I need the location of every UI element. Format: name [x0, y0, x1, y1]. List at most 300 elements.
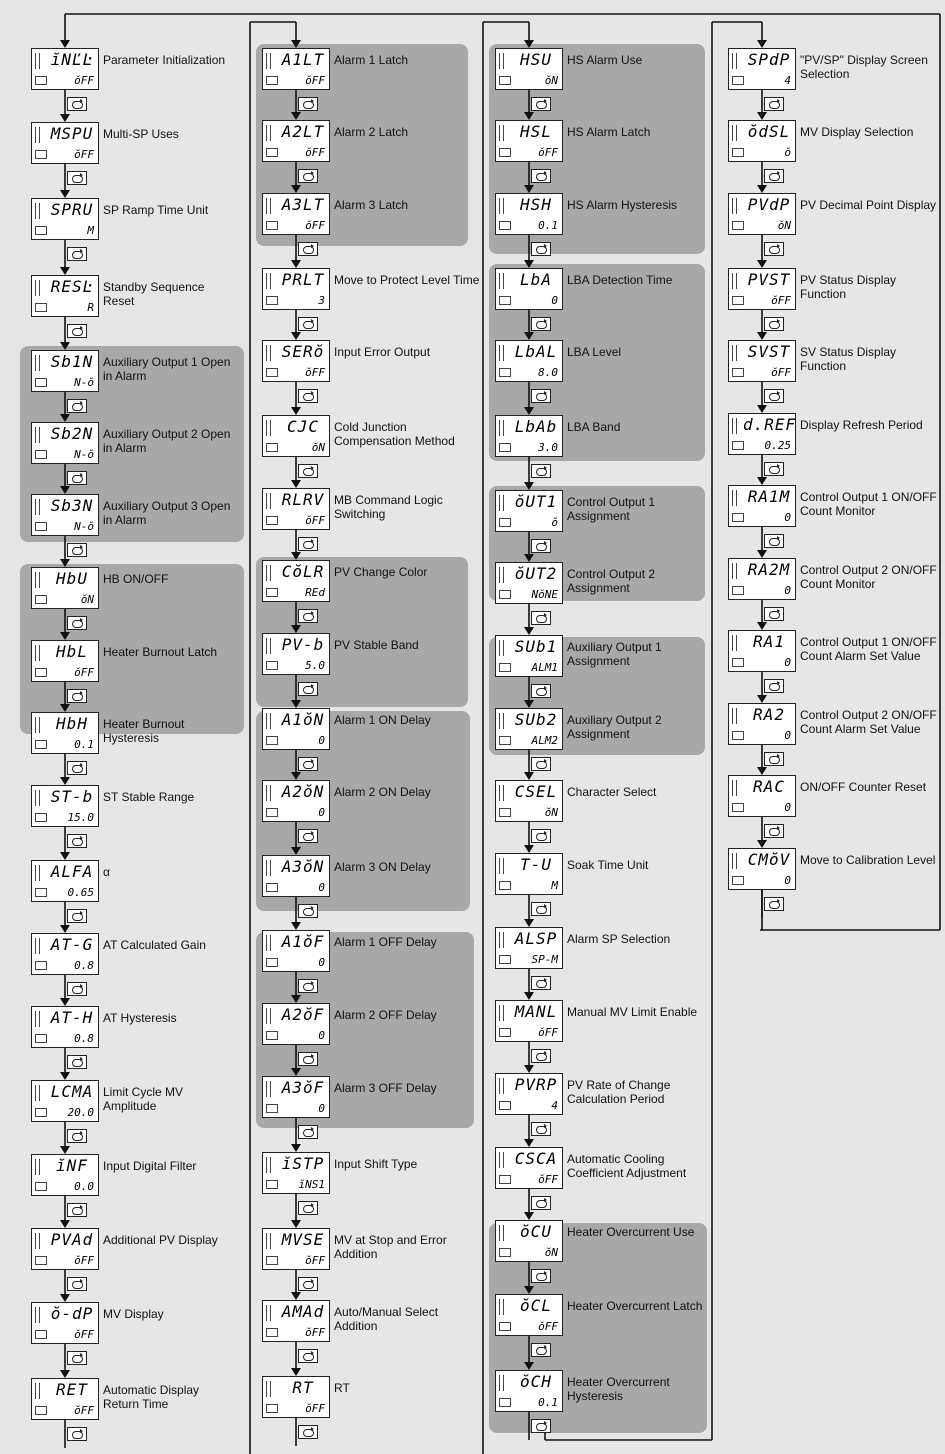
parameter-code: RLRV	[281, 490, 325, 509]
parameter-label: Alarm 3 ON Delay	[334, 860, 431, 874]
display-mode-icon	[732, 658, 744, 667]
mode-key-icon[interactable]	[531, 1122, 551, 1136]
status-indicators-icon	[732, 780, 737, 796]
parameter-value: 0	[318, 1102, 325, 1115]
parameter-code: LCMA	[50, 1082, 94, 1101]
parameter-label: MV Display	[103, 1307, 164, 1321]
lcd-display	[728, 193, 796, 235]
parameter-label: Move to Calibration Level	[800, 853, 936, 867]
arrow-head	[60, 1146, 70, 1154]
parameter-code: RESĿ	[50, 277, 94, 296]
status-indicators-icon	[35, 790, 40, 806]
mode-key-icon[interactable]	[764, 679, 784, 693]
arrow-head	[291, 922, 301, 930]
mode-key-icon[interactable]	[764, 97, 784, 111]
arrow-head	[757, 260, 767, 268]
parameter-code: HSL	[520, 122, 552, 141]
parameter-code: HbH	[56, 714, 88, 733]
display-mode-icon	[35, 961, 47, 970]
arrow-head	[60, 1370, 70, 1378]
parameter-value: 0	[784, 801, 791, 814]
mode-key-icon[interactable]	[298, 1201, 318, 1215]
parameter-value: ŏFF	[538, 1173, 558, 1186]
display-mode-icon	[732, 296, 744, 305]
parameter-code: ŏCH	[520, 1372, 552, 1391]
status-indicators-icon	[499, 932, 504, 948]
display-mode-icon	[266, 661, 278, 670]
parameter-value: 4	[784, 74, 791, 87]
arrow-head	[60, 486, 70, 494]
mode-key-icon[interactable]	[298, 1125, 318, 1139]
parameter-value: ĭNS1	[298, 1178, 325, 1191]
status-indicators-icon	[732, 345, 737, 361]
display-mode-icon	[266, 958, 278, 967]
arrow-head	[524, 700, 534, 708]
display-mode-icon	[266, 368, 278, 377]
parameter-code: RA1M	[747, 487, 791, 506]
lcd-display	[728, 775, 796, 817]
arrow-head	[524, 1139, 534, 1147]
lcd-display	[262, 780, 330, 822]
parameter-label: Heater Overcurrent Hysteresis	[567, 1375, 670, 1403]
display-mode-icon	[499, 881, 511, 890]
arrow-head	[524, 1212, 534, 1220]
mode-key-icon[interactable]	[298, 242, 318, 256]
mode-key-icon[interactable]	[67, 1203, 87, 1217]
mode-key-icon[interactable]	[531, 684, 551, 698]
display-mode-icon	[732, 148, 744, 157]
parameter-label: LBA Level	[567, 345, 622, 359]
mode-key-icon[interactable]	[764, 462, 784, 476]
mode-key-icon[interactable]	[531, 97, 551, 111]
parameter-code: ŏ-dP	[50, 1304, 94, 1323]
display-mode-icon	[35, 378, 47, 387]
arrow-head	[524, 772, 534, 780]
parameter-code: PRLT	[281, 270, 325, 289]
arrow-head	[291, 625, 301, 633]
lcd-display	[495, 268, 563, 310]
mode-key-icon[interactable]	[67, 834, 87, 848]
arrow-head	[291, 407, 301, 415]
display-mode-icon	[266, 516, 278, 525]
lcd-display	[495, 48, 563, 90]
parameter-value: 0	[318, 1029, 325, 1042]
arrow-head	[524, 919, 534, 927]
status-indicators-icon	[499, 567, 504, 583]
lcd-display	[728, 703, 796, 745]
lcd-display	[262, 488, 330, 530]
parameter-value: M	[551, 879, 558, 892]
mode-key-icon[interactable]	[298, 97, 318, 111]
parameter-value: 5.0	[305, 659, 325, 672]
mode-key-icon[interactable]	[67, 1055, 87, 1069]
lcd-display	[262, 708, 330, 750]
lcd-display	[495, 1000, 563, 1042]
mode-key-icon[interactable]	[67, 543, 87, 557]
display-mode-icon	[266, 1180, 278, 1189]
arrow-head	[524, 1362, 534, 1370]
parameter-code: ĭSTP	[281, 1154, 325, 1173]
parameter-value: ŏFF	[74, 1254, 94, 1267]
mode-key-icon[interactable]	[298, 1052, 318, 1066]
parameter-value: ŏN	[777, 219, 791, 232]
status-indicators-icon	[35, 1383, 40, 1399]
parameter-value: 0	[784, 584, 791, 597]
mode-key-icon[interactable]	[298, 904, 318, 918]
arrow-head	[757, 405, 767, 413]
status-indicators-icon	[499, 1375, 504, 1391]
arrow-head	[291, 1068, 301, 1076]
mode-key-icon[interactable]	[531, 902, 551, 916]
parameter-code: T-U	[520, 855, 552, 874]
mode-key-icon[interactable]	[298, 317, 318, 331]
display-mode-icon	[732, 368, 744, 377]
parameter-code: PVST	[747, 270, 791, 289]
display-mode-icon	[35, 1108, 47, 1117]
mode-key-icon[interactable]	[298, 537, 318, 551]
mode-key-icon[interactable]	[67, 982, 87, 996]
lcd-display	[495, 635, 563, 677]
arrow-head	[60, 414, 70, 422]
parameter-value: ŏFF	[305, 366, 325, 379]
mode-key-icon[interactable]	[298, 389, 318, 403]
mode-key-icon[interactable]	[298, 1425, 318, 1439]
parameter-label: Automatic Cooling Coefficient Adjustment	[567, 1152, 687, 1180]
display-mode-icon	[732, 876, 744, 885]
arrow-head	[60, 559, 70, 567]
mode-key-icon[interactable]	[298, 1277, 318, 1291]
parameter-code: A3ŏF	[281, 1078, 325, 1097]
status-indicators-icon	[35, 865, 40, 881]
parameter-value: 0.8	[74, 1032, 94, 1045]
status-indicators-icon	[266, 420, 271, 436]
parameter-label: Character Select	[567, 785, 657, 799]
mode-key-icon[interactable]	[531, 169, 551, 183]
parameter-code: RA2	[753, 705, 785, 724]
parameter-value: 3	[318, 294, 325, 307]
status-indicators-icon	[732, 125, 737, 141]
status-indicators-icon	[499, 785, 504, 801]
display-mode-icon	[266, 808, 278, 817]
parameter-label: PV Status Display Function	[800, 273, 897, 301]
mode-key-icon[interactable]	[67, 1277, 87, 1291]
arrow-head	[291, 480, 301, 488]
parameter-label: Heater Burnout Hysteresis	[103, 717, 185, 745]
status-indicators-icon	[499, 1078, 504, 1094]
lcd-display	[262, 1152, 330, 1194]
parameter-code: HSU	[520, 50, 552, 69]
parameter-code: MVSE	[281, 1230, 325, 1249]
lcd-display	[262, 855, 330, 897]
lcd-display	[31, 48, 99, 90]
parameter-label: MV Display Selection	[800, 125, 914, 139]
mode-key-icon[interactable]	[298, 1349, 318, 1363]
arrow-head	[60, 632, 70, 640]
parameter-value: R	[87, 301, 94, 314]
status-indicators-icon	[732, 273, 737, 289]
parameter-value: 0	[784, 656, 791, 669]
parameter-code: AMAd	[281, 1302, 325, 1321]
lcd-display	[262, 193, 330, 235]
arrow-head	[291, 112, 301, 120]
status-indicators-icon	[732, 198, 737, 214]
display-mode-icon	[35, 1256, 47, 1265]
lcd-display	[262, 930, 330, 972]
status-indicators-icon	[499, 420, 504, 436]
display-mode-icon	[266, 148, 278, 157]
arrow-head	[60, 342, 70, 350]
display-mode-icon	[499, 443, 511, 452]
parameter-label: Alarm 1 Latch	[334, 53, 409, 67]
status-indicators-icon	[35, 1233, 40, 1249]
lcd-display	[728, 558, 796, 600]
mode-key-icon[interactable]	[531, 1049, 551, 1063]
mode-key-icon[interactable]	[531, 464, 551, 478]
mode-key-icon[interactable]	[531, 1419, 551, 1433]
lcd-display	[31, 567, 99, 609]
status-indicators-icon	[499, 1005, 504, 1021]
arrow-head	[60, 114, 70, 122]
parameter-label: Control Output 2 ON/OFF Count Alarm Set Value	[800, 708, 937, 736]
status-indicators-icon	[266, 935, 271, 951]
status-indicators-icon	[499, 198, 504, 214]
parameter-label: Input Shift Type	[334, 1157, 418, 1171]
mode-key-icon[interactable]	[67, 1427, 87, 1441]
mode-key-icon[interactable]	[531, 1269, 551, 1283]
display-mode-icon	[266, 1256, 278, 1265]
display-mode-icon	[266, 736, 278, 745]
parameter-label: Cold Junction Compensation Method	[334, 420, 455, 448]
parameter-label: HS Alarm Hysteresis	[567, 198, 678, 212]
mode-key-icon[interactable]	[764, 897, 784, 911]
lcd-display	[728, 848, 796, 890]
mode-key-icon[interactable]	[764, 534, 784, 548]
status-indicators-icon	[499, 125, 504, 141]
mode-key-icon[interactable]	[298, 464, 318, 478]
parameter-value: M	[87, 224, 94, 237]
parameter-label: Heater Overcurrent Latch	[567, 1299, 703, 1313]
status-indicators-icon	[266, 53, 271, 69]
status-indicators-icon	[35, 280, 40, 296]
arrow-head	[291, 847, 301, 855]
arrow-head	[524, 407, 534, 415]
display-mode-icon	[732, 513, 744, 522]
parameter-label: Limit Cycle MV Amplitude	[103, 1085, 184, 1113]
parameter-value: 0	[318, 881, 325, 894]
arrow-head	[291, 260, 301, 268]
mode-key-icon[interactable]	[531, 976, 551, 990]
parameter-code: PVRP	[514, 1075, 558, 1094]
mode-key-icon[interactable]	[531, 317, 551, 331]
parameter-value: 0	[318, 956, 325, 969]
status-indicators-icon	[266, 273, 271, 289]
mode-key-icon[interactable]	[67, 909, 87, 923]
lcd-display	[728, 340, 796, 382]
parameter-code: PVAd	[50, 1230, 94, 1249]
parameter-code: SERŏ	[281, 342, 325, 361]
status-indicators-icon	[499, 1299, 504, 1315]
parameter-code: HSH	[520, 195, 552, 214]
status-indicators-icon	[499, 640, 504, 656]
mode-key-icon[interactable]	[531, 242, 551, 256]
status-indicators-icon	[266, 493, 271, 509]
parameter-code: A1LT	[281, 50, 325, 69]
parameter-value: 0	[318, 806, 325, 819]
arrow-head	[291, 1292, 301, 1300]
parameter-label: Display Refresh Period	[800, 418, 923, 432]
parameter-label: SP Ramp Time Unit	[103, 203, 209, 217]
mode-key-icon[interactable]	[531, 611, 551, 625]
status-indicators-icon	[266, 1233, 271, 1249]
mode-key-icon[interactable]	[298, 829, 318, 843]
status-indicators-icon	[732, 853, 737, 869]
parameter-label: Alarm 3 Latch	[334, 198, 409, 212]
arrow-head	[291, 185, 301, 193]
arrow-head	[524, 554, 534, 562]
lcd-display	[495, 1073, 563, 1115]
status-indicators-icon	[499, 858, 504, 874]
status-indicators-icon	[266, 713, 271, 729]
lcd-display	[728, 120, 796, 162]
mode-key-icon[interactable]	[764, 389, 784, 403]
lcd-display	[31, 422, 99, 464]
lcd-display	[31, 712, 99, 754]
arrow-head	[757, 695, 767, 703]
arrow-head	[60, 190, 70, 198]
parameter-label: Auxiliary Output 1 Open in Alarm	[103, 355, 231, 383]
display-mode-icon	[499, 1101, 511, 1110]
mode-key-icon[interactable]	[298, 757, 318, 771]
parameter-label: Auxiliary Output 3 Open in Alarm	[103, 499, 231, 527]
lcd-display	[262, 1300, 330, 1342]
mode-key-icon[interactable]	[298, 682, 318, 696]
parameter-label: α	[103, 865, 110, 879]
mode-key-icon[interactable]	[67, 97, 87, 111]
parameter-label: Control Output 2 ON/OFF Count Monitor	[800, 563, 937, 591]
parameter-value: ŏFF	[305, 1326, 325, 1339]
parameter-label: Control Output 2 Assignment	[567, 567, 656, 595]
parameter-code: A3LT	[281, 195, 325, 214]
parameter-label: "PV/SP" Display Screen Selection	[800, 53, 928, 81]
lcd-display	[495, 340, 563, 382]
status-indicators-icon	[499, 345, 504, 361]
mode-key-icon[interactable]	[67, 1351, 87, 1365]
arrow-head	[291, 552, 301, 560]
parameter-code: ŏCL	[520, 1296, 552, 1315]
mode-key-icon[interactable]	[531, 389, 551, 403]
lcd-display	[495, 490, 563, 532]
parameter-value: ŏFF	[305, 219, 325, 232]
parameter-code: PV-b	[281, 635, 325, 654]
parameter-code: A3ŏN	[281, 857, 325, 876]
parameter-value: ŏFF	[305, 1254, 325, 1267]
mode-key-icon[interactable]	[67, 616, 87, 630]
mode-key-icon[interactable]	[298, 609, 318, 623]
status-indicators-icon	[266, 638, 271, 654]
mode-key-icon[interactable]	[764, 242, 784, 256]
parameter-value: 0.1	[538, 1396, 558, 1409]
mode-key-icon[interactable]	[67, 399, 87, 413]
mode-key-icon[interactable]	[764, 169, 784, 183]
arrow-head	[757, 112, 767, 120]
mode-key-icon[interactable]	[298, 979, 318, 993]
status-indicators-icon	[35, 1011, 40, 1027]
lcd-display	[262, 1228, 330, 1270]
parameter-label: HS Alarm Use	[567, 53, 643, 67]
lcd-display	[495, 120, 563, 162]
column-2-3-arrow	[524, 40, 534, 48]
parameter-label: Auxiliary Output 2 Open in Alarm	[103, 427, 231, 455]
parameter-code: CSCA	[514, 1149, 558, 1168]
mode-key-icon[interactable]	[67, 761, 87, 775]
mode-key-icon[interactable]	[67, 247, 87, 261]
mode-key-icon[interactable]	[764, 824, 784, 838]
mode-key-icon[interactable]	[764, 607, 784, 621]
arrow-head	[291, 332, 301, 340]
arrow-head	[291, 1144, 301, 1152]
mode-key-icon[interactable]	[67, 1129, 87, 1143]
display-mode-icon	[266, 588, 278, 597]
arrow-head	[291, 995, 301, 1003]
mode-key-icon[interactable]	[531, 1196, 551, 1210]
mode-key-icon[interactable]	[67, 689, 87, 703]
display-mode-icon	[499, 590, 511, 599]
status-indicators-icon	[499, 1225, 504, 1241]
status-indicators-icon	[499, 1152, 504, 1168]
lcd-display	[31, 1080, 99, 1122]
parameter-value: ŏFF	[74, 148, 94, 161]
lcd-display	[31, 1006, 99, 1048]
arrow-head	[60, 777, 70, 785]
parameter-value: 0	[551, 294, 558, 307]
parameter-code: SVST	[747, 342, 791, 361]
parameter-label: Control Output 1 ON/OFF Count Alarm Set Value	[800, 635, 937, 663]
parameter-label: Auto/Manual Select Addition	[334, 1305, 439, 1333]
mode-key-icon[interactable]	[67, 324, 87, 338]
display-mode-icon	[35, 450, 47, 459]
status-indicators-icon	[266, 565, 271, 581]
mode-key-icon[interactable]	[764, 317, 784, 331]
display-mode-icon	[499, 1175, 511, 1184]
parameter-code: ALSP	[514, 929, 558, 948]
mode-key-icon[interactable]	[531, 829, 551, 843]
mode-key-icon[interactable]	[298, 169, 318, 183]
mode-key-icon[interactable]	[531, 539, 551, 553]
status-indicators-icon	[732, 53, 737, 69]
parameter-value: 20.0	[67, 1106, 94, 1119]
arrow-head	[757, 477, 767, 485]
display-mode-icon	[35, 1406, 47, 1415]
display-mode-icon	[35, 1182, 47, 1191]
mode-key-icon[interactable]	[67, 471, 87, 485]
arrow-head	[60, 1294, 70, 1302]
parameter-code: A1ŏF	[281, 932, 325, 951]
lcd-display	[31, 350, 99, 392]
display-mode-icon	[499, 1398, 511, 1407]
parameter-label: Move to Protect Level Time	[334, 273, 480, 287]
status-indicators-icon	[732, 708, 737, 724]
parameter-label: MV at Stop and Error Addition	[334, 1233, 447, 1261]
mode-key-icon[interactable]	[531, 1343, 551, 1357]
mode-key-icon[interactable]	[67, 171, 87, 185]
mode-key-icon[interactable]	[764, 752, 784, 766]
lcd-display	[495, 780, 563, 822]
mode-key-icon[interactable]	[531, 757, 551, 771]
lcd-display	[31, 198, 99, 240]
parameter-label: Auxiliary Output 1 Assignment	[567, 640, 662, 668]
parameter-code: A1ŏN	[281, 710, 325, 729]
entry-arrow	[60, 40, 70, 48]
